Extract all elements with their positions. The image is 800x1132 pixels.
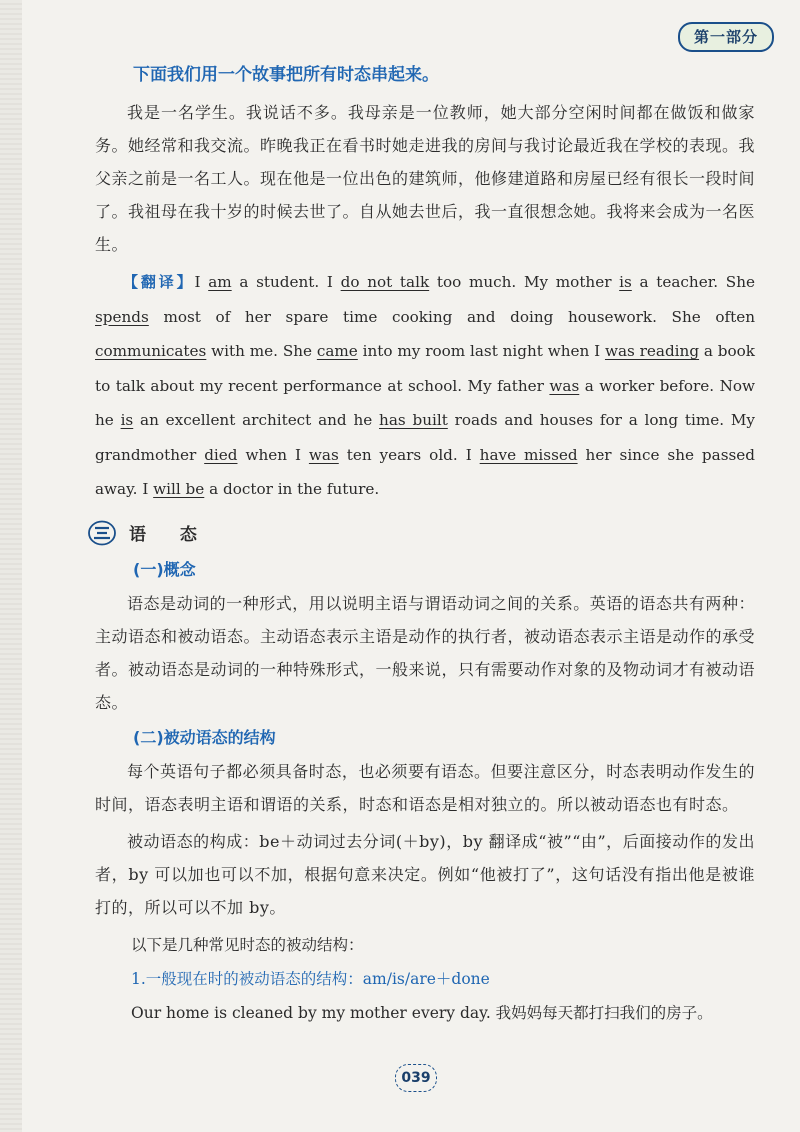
structure-paragraph-1: 每个英语句子都必须具备时态，也必须要有语态。但要注意区分，时态表明动作发生的时间，语态表明主语和谓语的关系，时态和语态是相对独立的。所以被动语态也有时态。 — [95, 761, 755, 814]
story-chinese: 我是一名学生。我说话不多。我母亲是一位教师，她大部分空闲时间都在做饭和做家务。她经常和我交流。昨晚我正在看书时她走进我的房间与我讨论最近我在学校的表现。我父亲之前是一名工人。现在他是一位出色的建筑师，他修建道路和房屋已经有很长一段时间了。我祖母在我十岁的时候去世了。自从她去世后，我一直很想念她。我将来会成为一名医生。 — [95, 103, 756, 254]
structure-paragraph-2: 被动语态的构成：be＋动词过去分词(＋by)，by 翻译成“被”“由”，后面接动作的发出者，by 可以加也可以不加，根据句意来决定。例如“他被打了”，这句话没有指出他是被谁打的，所以可以不加 by。 — [95, 831, 755, 917]
section-title: 语 态 — [129, 525, 211, 545]
english-text: ten years old. I — [338, 445, 480, 464]
underlined-verb: died — [204, 445, 238, 464]
underlined-verb: will be — [153, 480, 205, 498]
book-spine-shadow — [0, 0, 22, 1132]
english-translation — [95, 273, 755, 498]
english-text: her since she passed away. I — [95, 445, 755, 498]
page-content — [95, 60, 755, 1030]
english-text: a worker before. Now he — [95, 376, 756, 429]
underlined-verb: spends — [95, 307, 149, 326]
section-three-icon — [87, 519, 117, 547]
underlined-verb: was reading — [604, 342, 700, 360]
english-text: an excellent architect and he — [133, 411, 380, 429]
page-number: 039 — [395, 1064, 437, 1092]
story-english — [95, 265, 755, 507]
underlined-verb: was — [308, 445, 339, 464]
subsection-concept: (一)概念 — [133, 559, 196, 579]
section-heading — [87, 517, 755, 549]
subsection-structure: (二)被动语态的结构 — [133, 727, 276, 747]
underlined-verb: has built — [379, 411, 448, 429]
underlined-verb: have missed — [479, 445, 578, 464]
concept-paragraph: 语态是动词的一种形式，用以说明主语与谓语动词之间的关系。英语的语态共有两种：主动语态和被动语态。主动语态表示主语是动作的执行者，被动语态表示主语是动作的承受者。被动语态是动词的一种特殊形式，一般来说，只有需要动作对象的及物动词才有被动语态。 — [95, 593, 756, 712]
underlined-verb: was — [549, 376, 580, 395]
english-text: when I — [237, 445, 309, 464]
english-text: a book to talk about my recent performance at school. My father — [95, 342, 755, 395]
underlined-verb: is — [619, 273, 632, 291]
english-text: a doctor in the future. — [204, 480, 380, 498]
underlined-verb: do not talk — [340, 273, 430, 291]
english-text: a teacher. She — [631, 273, 755, 291]
english-text: with me. She — [206, 342, 317, 360]
underlined-verb: am — [208, 273, 232, 291]
english-text: I — [194, 273, 209, 291]
english-text: too much. My mother — [429, 273, 620, 291]
tense-list-intro: 以下是几种常见时态的被动结构： — [131, 935, 364, 954]
english-text: most of her spare time cooking and doing housework. She often — [148, 307, 755, 326]
english-text: roads and houses for a long time. My grandmother — [95, 411, 755, 464]
underlined-verb: is — [120, 411, 134, 429]
tense-item-1: 1.一般现在时的被动语态的结构：am/is/are＋done — [131, 969, 490, 988]
part-badge: 第一部分 — [678, 22, 774, 52]
english-text: into my room last night when I — [357, 342, 605, 360]
underlined-verb: communicates — [95, 342, 207, 360]
underlined-verb: came — [316, 342, 358, 360]
translation-tag: 【翻译】 — [123, 273, 195, 291]
story-intro: 下面我们用一个故事把所有时态串起来。 — [133, 65, 439, 85]
example-sentence: Our home is cleaned by my mother every day. 我妈妈每天都打扫我们的房子。 — [131, 1003, 713, 1022]
english-text: a student. I — [231, 273, 341, 291]
